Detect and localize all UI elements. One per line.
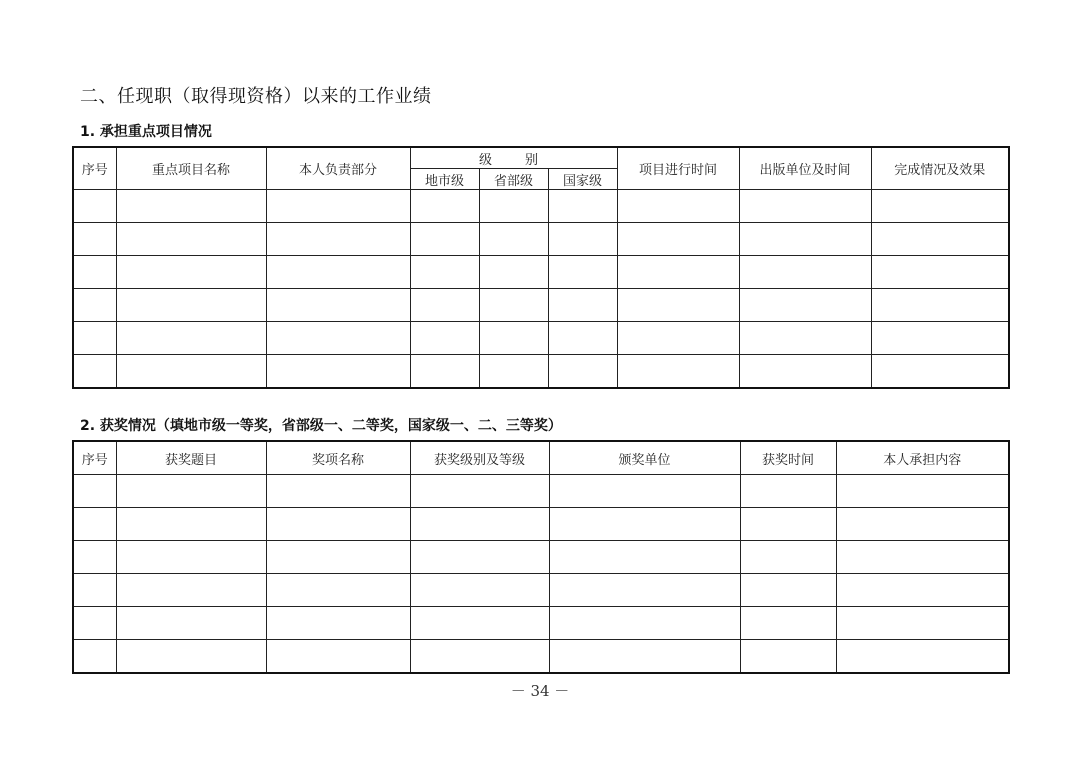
table-row	[73, 256, 1009, 289]
table-cell[interactable]	[410, 640, 549, 674]
table-row	[73, 541, 1009, 574]
table-cell[interactable]	[548, 289, 617, 322]
table-cell[interactable]	[871, 223, 1009, 256]
table-cell[interactable]	[116, 355, 266, 389]
header-level-province: 省部级	[479, 169, 548, 190]
table-cell[interactable]	[617, 355, 739, 389]
table-cell[interactable]	[410, 190, 479, 223]
table-cell[interactable]	[740, 607, 836, 640]
table-cell[interactable]	[836, 574, 1009, 607]
table-cell[interactable]	[410, 475, 549, 508]
table-cell[interactable]	[410, 322, 479, 355]
table-cell[interactable]	[479, 190, 548, 223]
table-row	[73, 289, 1009, 322]
table-cell[interactable]	[266, 223, 410, 256]
awards-table	[72, 440, 1010, 674]
table-cell[interactable]	[617, 223, 739, 256]
table-cell[interactable]	[73, 508, 116, 541]
table-cell[interactable]	[548, 190, 617, 223]
table-cell[interactable]	[740, 574, 836, 607]
table-cell[interactable]	[548, 322, 617, 355]
table-cell[interactable]	[740, 475, 836, 508]
table-row	[73, 607, 1009, 640]
table-cell[interactable]	[73, 574, 116, 607]
header-award-name: 奖项名称	[266, 441, 410, 475]
table-cell[interactable]	[116, 574, 266, 607]
header-award-time: 获奖时间	[740, 441, 836, 475]
table-cell[interactable]	[410, 355, 479, 389]
header-publisher: 出版单位及时间	[739, 147, 871, 190]
table-cell[interactable]	[871, 190, 1009, 223]
table-cell[interactable]	[549, 607, 740, 640]
header-seq: 序号	[73, 147, 116, 190]
table-cell[interactable]	[266, 607, 410, 640]
table1-body	[73, 190, 1009, 389]
header-result: 完成情况及效果	[871, 147, 1009, 190]
header-level: 级 别	[410, 147, 617, 169]
table-cell[interactable]	[116, 223, 266, 256]
table-cell[interactable]	[739, 256, 871, 289]
table-cell[interactable]	[617, 322, 739, 355]
table-cell[interactable]	[871, 256, 1009, 289]
table-cell[interactable]	[73, 256, 116, 289]
table-cell[interactable]	[410, 508, 549, 541]
table-cell[interactable]	[548, 355, 617, 389]
table-cell[interactable]	[836, 508, 1009, 541]
table-cell[interactable]	[266, 475, 410, 508]
page-number: － 34 －	[510, 682, 570, 700]
table-cell[interactable]	[836, 640, 1009, 674]
header-level-national: 国家级	[548, 169, 617, 190]
table-cell[interactable]	[739, 355, 871, 389]
table-cell[interactable]	[73, 322, 116, 355]
table-cell[interactable]	[549, 541, 740, 574]
table-cell[interactable]	[871, 289, 1009, 322]
table-cell[interactable]	[479, 223, 548, 256]
table-cell[interactable]	[871, 355, 1009, 389]
table-cell[interactable]	[116, 640, 266, 674]
table-cell[interactable]	[73, 190, 116, 223]
table-cell[interactable]	[266, 355, 410, 389]
header-own-part: 本人负责部分	[266, 147, 410, 190]
table-row	[73, 574, 1009, 607]
table-cell[interactable]	[410, 607, 549, 640]
table-cell[interactable]	[836, 607, 1009, 640]
table-cell[interactable]	[739, 289, 871, 322]
table-cell[interactable]	[410, 256, 479, 289]
table-cell[interactable]	[266, 256, 410, 289]
table-cell[interactable]	[479, 289, 548, 322]
table-cell[interactable]	[548, 223, 617, 256]
table-cell[interactable]	[836, 541, 1009, 574]
table-cell[interactable]	[73, 223, 116, 256]
header-seq: 序号	[73, 441, 116, 475]
table2-title: 2. 获奖情况（填地市级一等奖，省部级一、二等奖，国家级一、二、三等奖）	[80, 418, 562, 434]
table-cell[interactable]	[116, 256, 266, 289]
header-project-name: 重点项目名称	[116, 147, 266, 190]
table-row	[73, 640, 1009, 674]
table-cell[interactable]	[73, 289, 116, 322]
table-row	[73, 322, 1009, 355]
table-cell[interactable]	[410, 541, 549, 574]
table-cell[interactable]	[871, 322, 1009, 355]
section-title: 二、任现职（取得现资格）以来的工作业绩	[80, 86, 432, 107]
table-cell[interactable]	[73, 640, 116, 674]
table-row	[73, 223, 1009, 256]
header-level-city: 地市级	[410, 169, 479, 190]
table-cell[interactable]	[739, 190, 871, 223]
table-cell[interactable]	[266, 640, 410, 674]
table-cell[interactable]	[739, 322, 871, 355]
table-cell[interactable]	[73, 475, 116, 508]
table-cell[interactable]	[740, 508, 836, 541]
table-cell[interactable]	[549, 475, 740, 508]
table-cell[interactable]	[73, 355, 116, 389]
table-cell[interactable]	[739, 223, 871, 256]
table-cell[interactable]	[266, 574, 410, 607]
table-cell[interactable]	[410, 574, 549, 607]
table-cell[interactable]	[836, 475, 1009, 508]
table-cell[interactable]	[73, 607, 116, 640]
table-cell[interactable]	[479, 322, 548, 355]
header-own-content: 本人承担内容	[836, 441, 1009, 475]
table-cell[interactable]	[266, 289, 410, 322]
table-cell[interactable]	[266, 190, 410, 223]
table-row	[73, 355, 1009, 389]
table-cell[interactable]	[549, 508, 740, 541]
table-cell[interactable]	[73, 541, 116, 574]
table-row	[73, 475, 1009, 508]
table-cell[interactable]	[116, 508, 266, 541]
table-cell[interactable]	[116, 322, 266, 355]
table-cell[interactable]	[740, 541, 836, 574]
table-cell[interactable]	[548, 256, 617, 289]
table-cell[interactable]	[617, 289, 739, 322]
table-cell[interactable]	[479, 355, 548, 389]
table-cell[interactable]	[479, 256, 548, 289]
table-cell[interactable]	[116, 289, 266, 322]
table-cell[interactable]	[549, 574, 740, 607]
table-cell[interactable]	[740, 640, 836, 674]
table-cell[interactable]	[266, 322, 410, 355]
header-award-level: 获奖级别及等级	[410, 441, 549, 475]
table-cell[interactable]	[617, 190, 739, 223]
table-cell[interactable]	[116, 541, 266, 574]
header-project-time: 项目进行时间	[617, 147, 739, 190]
header-issuer: 颁奖单位	[549, 441, 740, 475]
table-cell[interactable]	[116, 475, 266, 508]
table1-title: 1. 承担重点项目情况	[80, 124, 212, 140]
table-row	[73, 508, 1009, 541]
table-cell[interactable]	[116, 190, 266, 223]
table2-body	[73, 475, 1009, 674]
table-cell[interactable]	[617, 256, 739, 289]
header-award-topic: 获奖题目	[116, 441, 266, 475]
table-row	[73, 190, 1009, 223]
table-cell[interactable]	[116, 607, 266, 640]
table-cell[interactable]	[410, 289, 479, 322]
table-cell[interactable]	[266, 541, 410, 574]
key-projects-table	[72, 146, 1010, 389]
table-cell[interactable]	[410, 223, 479, 256]
table-cell[interactable]	[266, 508, 410, 541]
table-cell[interactable]	[549, 640, 740, 674]
